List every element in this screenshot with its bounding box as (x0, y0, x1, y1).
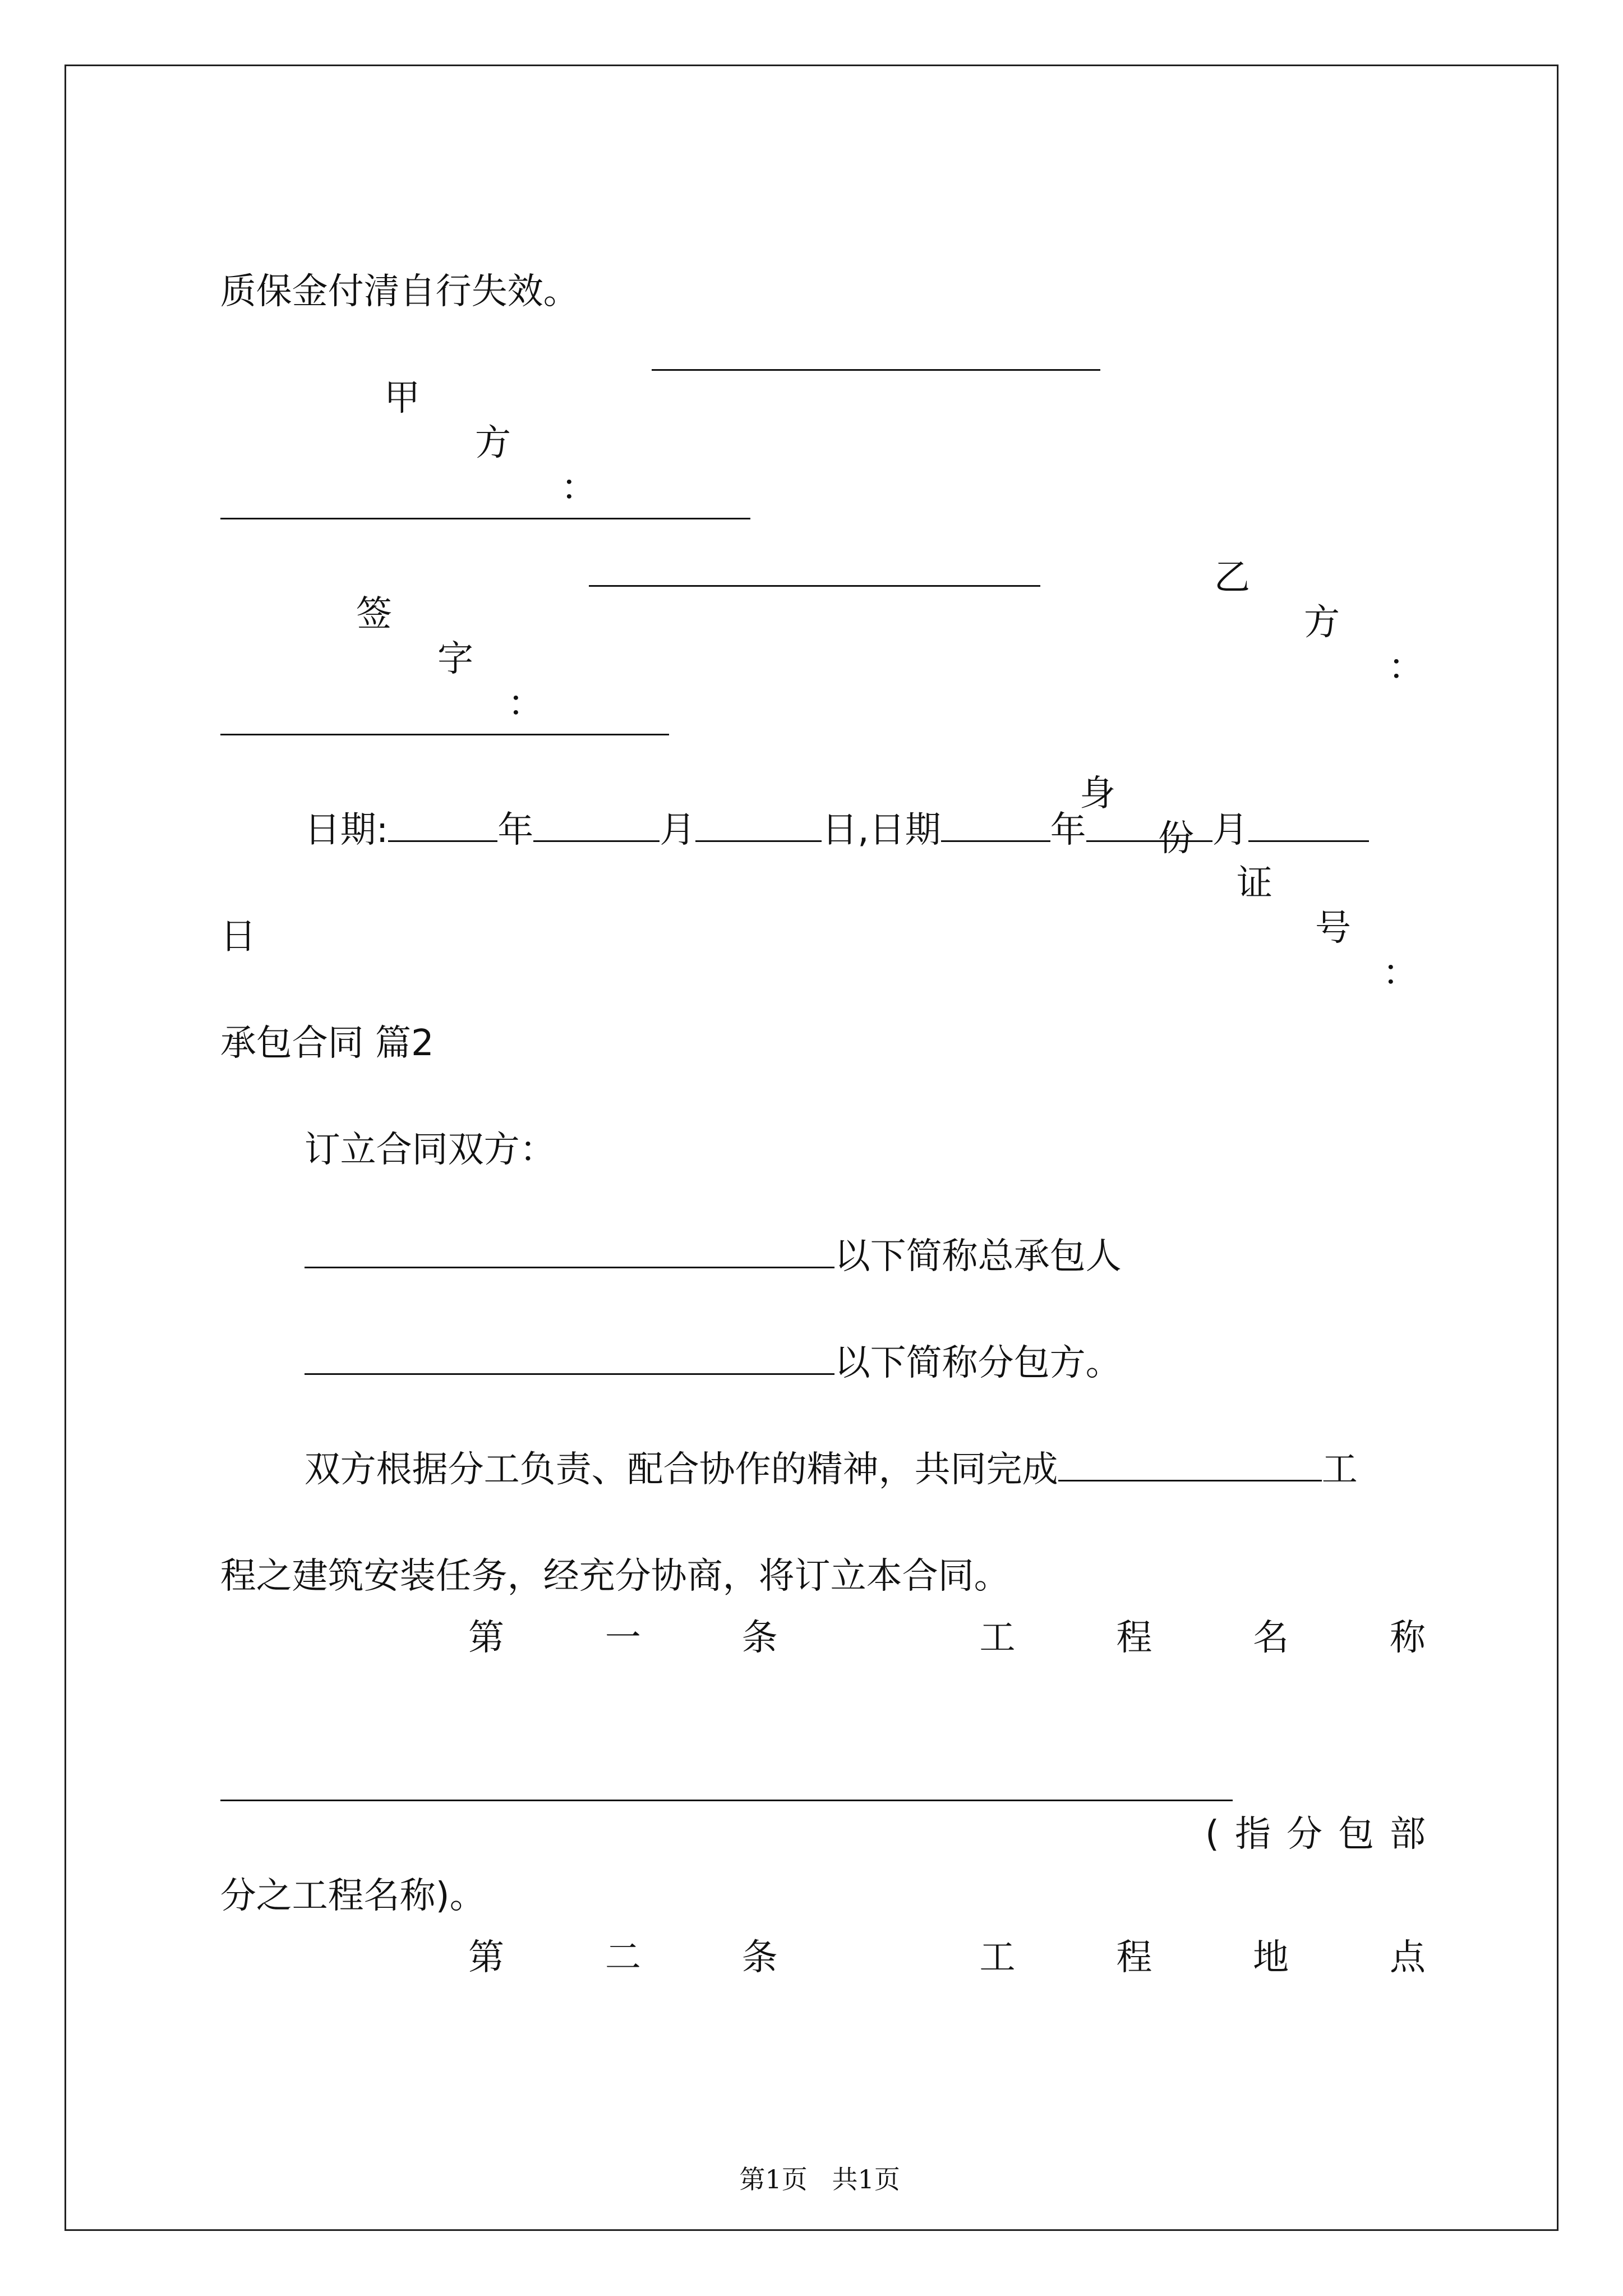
page-footer (0, 2129, 1623, 2196)
article-1-char-2: 一 (605, 1617, 641, 1659)
date-1-year-blank[interactable] (388, 812, 497, 842)
party-a-colon: ： (561, 467, 597, 509)
article-1-heading (468, 1616, 1426, 1660)
date-1-month-blank[interactable] (533, 812, 660, 842)
article-1-char-4: 工 (979, 1617, 1016, 1659)
warranty-text: 质保金付清自行失效。 (220, 271, 579, 312)
paragraph-1-end: 工 (1321, 1449, 1358, 1490)
sign-colon: ： (508, 683, 543, 725)
party-a-char-2: 方 (475, 422, 511, 464)
section-heading (197, 976, 1426, 1066)
text-line-warranty (197, 224, 1426, 314)
subcontractor-suffix: 以下简称分包方。 (834, 1342, 1122, 1384)
article-1-continuation: 分之工程名称)。 (220, 1875, 486, 1917)
date-day-line (197, 869, 1426, 959)
article-2-char-1: 第 (468, 1937, 504, 1978)
paragraph-1-continuation: 程之建筑安装任务，经充分协商，将订立本合同。 (220, 1556, 1010, 1597)
party-b-char-2: 方 (1304, 602, 1340, 643)
date-2-year: 年 (1050, 809, 1086, 851)
party-b-char-1: 乙 (1214, 557, 1250, 599)
article-2-char-2: 二 (605, 1937, 641, 1978)
article-1-char-1: 第 (468, 1617, 504, 1659)
article-1-note-char-2: 指 (1235, 1814, 1271, 1855)
article-2-heading (468, 1935, 1426, 1980)
date-label-1: 日期 (304, 809, 376, 851)
sign-char-1: 签 (356, 593, 392, 635)
date-1-day-blank[interactable] (695, 812, 822, 842)
party-b-blank-line (197, 440, 1426, 530)
date-label-2: 日期 (869, 809, 941, 851)
subcontractor-line (282, 1296, 1426, 1386)
article-1-line-3 (197, 1829, 1426, 1918)
party-a-char-1: 甲 (384, 378, 420, 419)
sign-char-2: 字 (437, 638, 473, 680)
date-1-month: 月 (660, 809, 696, 851)
id-colon: ： (1382, 953, 1418, 994)
article-1-char-5: 程 (1116, 1617, 1152, 1659)
paragraph-1-line-1 (282, 1402, 1426, 1492)
article-2-char-3: 条 (741, 1937, 778, 1978)
party-b-colon: ： (1388, 647, 1424, 688)
parties-intro-line (282, 1083, 1426, 1172)
subcontractor-blank[interactable] (305, 1345, 834, 1375)
date-2-day: 日 (220, 916, 256, 958)
article-1-char-6: 名 (1253, 1617, 1289, 1659)
article-1-note-char-1: ( (1205, 1814, 1219, 1855)
date-1-year: 年 (497, 809, 534, 851)
id-char-1: 身 (1080, 773, 1115, 815)
date-line (282, 763, 1426, 853)
id-char-2: 份 (1158, 818, 1194, 859)
date-colon: : (376, 809, 389, 851)
project-name-blank[interactable] (1058, 1452, 1322, 1481)
paragraph-1-line-2 (197, 1509, 1426, 1599)
article-1-note-char-4: 包 (1338, 1814, 1374, 1855)
contractor-blank[interactable] (305, 1239, 834, 1268)
date-2-day-blank[interactable] (1248, 812, 1369, 842)
article-1-name-blank[interactable] (220, 1772, 1233, 1801)
date-2-month: 月 (1212, 809, 1248, 851)
sign-blank[interactable] (589, 557, 1040, 587)
article-2-char-4: 工 (979, 1937, 1016, 1978)
id-blank-line (197, 656, 1426, 746)
id-number-blank[interactable] (220, 706, 669, 735)
article-1-char-3: 条 (741, 1617, 778, 1659)
id-char-3: 证 (1237, 863, 1272, 904)
date-2-month-blank[interactable] (1086, 812, 1212, 842)
date-1-day: 日, (822, 809, 869, 851)
article-2-char-7: 点 (1389, 1937, 1426, 1978)
article-2-char-6: 地 (1253, 1937, 1289, 1978)
contractor-suffix: 以下简称总承包人 (834, 1236, 1122, 1277)
parties-intro: 订立合同双方： (304, 1129, 556, 1171)
date-2-year-blank[interactable] (941, 812, 1050, 842)
id-char-4: 号 (1315, 908, 1351, 949)
article-1-char-7: 称 (1389, 1617, 1426, 1659)
party-a-signature-blank[interactable] (652, 341, 1100, 371)
paragraph-1-text: 双方根据分工负责、配合协作的精神，共同完成 (304, 1449, 1058, 1490)
article-1-note-char-5: 部 (1390, 1814, 1426, 1855)
party-b-signature-blank[interactable] (220, 490, 750, 519)
contractor-line (282, 1189, 1426, 1279)
page-number: 第1页 共1页 (739, 2164, 900, 2194)
article-1-note-char-3: 分 (1287, 1814, 1322, 1855)
article-2-char-5: 程 (1116, 1937, 1152, 1978)
heading-text: 承包合同 篇2 (220, 1023, 434, 1064)
